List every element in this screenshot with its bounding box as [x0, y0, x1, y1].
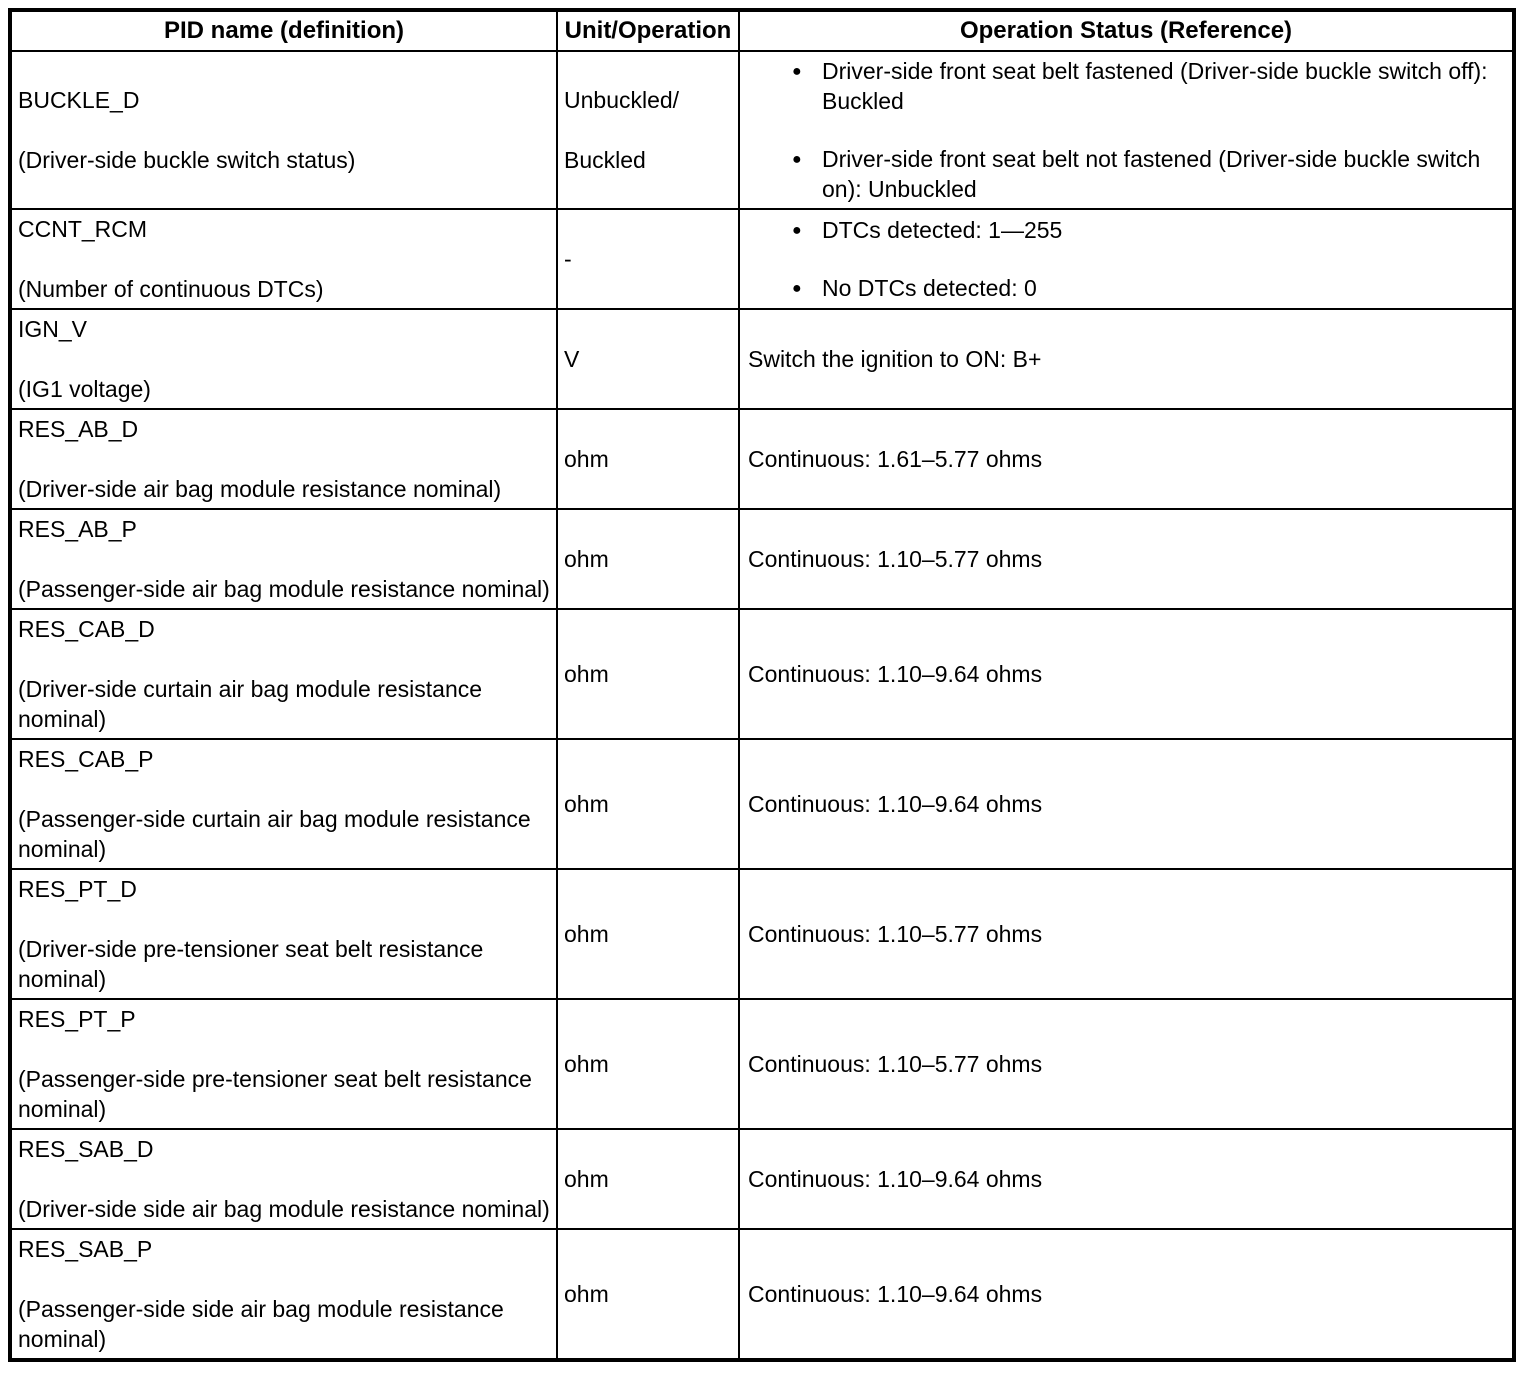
unit-cell — [557, 609, 739, 739]
pid-definition: (Passenger-side curtain air bag module resistance nominal) — [18, 806, 531, 862]
pid-name: RES_PT_D — [18, 876, 137, 902]
unit-value: - — [564, 246, 572, 272]
pid-name: RES_AB_P — [18, 516, 137, 542]
table-row — [10, 739, 1514, 869]
pid-definition: (Passenger-side pre-tensioner seat belt resistance nominal) — [18, 1066, 532, 1122]
pid-definition: (IG1 voltage) — [18, 376, 151, 402]
pid-table — [8, 8, 1516, 1362]
table-header-row — [10, 10, 1514, 51]
unit-value: ohm — [564, 1281, 609, 1307]
pid-definition: (Passenger-side air bag module resistance nominal) — [18, 576, 550, 602]
unit-cell — [557, 739, 739, 869]
table-row — [10, 609, 1514, 739]
status-cell — [739, 1229, 1514, 1360]
table-row — [10, 209, 1514, 309]
unit-value: Unbuckled/ — [564, 87, 680, 113]
pid-cell — [10, 1129, 557, 1229]
status-cell — [739, 999, 1514, 1129]
pid-cell — [10, 509, 557, 609]
unit-value: ohm — [564, 1051, 609, 1077]
header-pid-name: PID name (definition) — [10, 10, 557, 51]
unit-cell — [557, 309, 739, 409]
pid-cell — [10, 309, 557, 409]
status-text: Continuous: 1.61–5.77 ohms — [748, 446, 1043, 472]
pid-name: RES_SAB_P — [18, 1236, 153, 1262]
status-cell — [739, 869, 1514, 999]
unit-cell — [557, 51, 739, 209]
status-cell — [739, 739, 1514, 869]
pid-cell — [10, 51, 557, 209]
pid-definition: (Driver-side side air bag module resistance nominal) — [18, 1196, 550, 1222]
unit-cell — [557, 869, 739, 999]
header-unit-operation: Unit/Operation — [557, 10, 739, 51]
unit-cell — [557, 409, 739, 509]
status-text: Continuous: 1.10–5.77 ohms — [748, 1051, 1043, 1077]
status-cell — [739, 209, 1514, 309]
pid-name: CCNT_RCM — [18, 216, 148, 242]
status-text: Continuous: 1.10–9.64 ohms — [748, 661, 1043, 687]
unit-gap — [564, 115, 732, 145]
status-bullet: ● Driver-side front seat belt fastened (Driver-side buckle switch off): Buckled — [746, 56, 1506, 116]
status-text: Continuous: 1.10–9.64 ohms — [748, 1281, 1043, 1307]
pid-name: RES_PT_P — [18, 1006, 136, 1032]
status-cell — [739, 609, 1514, 739]
pid-cell — [10, 1229, 557, 1360]
status-bullet: ● No DTCs detected: 0 — [746, 273, 1506, 303]
unit-cell — [557, 209, 739, 309]
table-row — [10, 509, 1514, 609]
unit-cell — [557, 1129, 739, 1229]
status-cell — [739, 509, 1514, 609]
pid-cell — [10, 209, 557, 309]
table-row — [10, 1129, 1514, 1229]
pid-name: RES_CAB_D — [18, 616, 155, 642]
pid-cell — [10, 869, 557, 999]
pid-cell — [10, 409, 557, 509]
table-row — [10, 409, 1514, 509]
pid-name: RES_AB_D — [18, 416, 139, 442]
status-cell — [739, 409, 1514, 509]
status-text: Switch the ignition to ON: B+ — [748, 346, 1042, 372]
pid-definition: (Passenger-side side air bag module resistance nominal) — [18, 1296, 504, 1352]
status-bullet: ● Driver-side front seat belt not fastened (Driver-side buckle switch on): Unbuckled — [746, 144, 1506, 204]
table-row — [10, 309, 1514, 409]
status-text: Continuous: 1.10–9.64 ohms — [748, 791, 1043, 817]
pid-cell — [10, 739, 557, 869]
table-row — [10, 51, 1514, 209]
status-bullet-list — [746, 56, 1506, 204]
pid-name: RES_CAB_P — [18, 746, 154, 772]
unit-value: ohm — [564, 446, 609, 472]
status-cell — [739, 1129, 1514, 1229]
unit-value: Buckled — [564, 147, 646, 173]
status-cell — [739, 309, 1514, 409]
status-text: Continuous: 1.10–5.77 ohms — [748, 921, 1043, 947]
status-cell — [739, 51, 1514, 209]
unit-cell — [557, 999, 739, 1129]
table-row — [10, 999, 1514, 1129]
status-text: Continuous: 1.10–9.64 ohms — [748, 1166, 1043, 1192]
pid-name: IGN_V — [18, 316, 88, 342]
status-bullet-list — [746, 215, 1506, 303]
unit-value: ohm — [564, 921, 609, 947]
table-row — [10, 869, 1514, 999]
status-text: Continuous: 1.10–5.77 ohms — [748, 546, 1043, 572]
pid-cell — [10, 999, 557, 1129]
header-operation-status: Operation Status (Reference) — [739, 10, 1514, 51]
unit-cell — [557, 509, 739, 609]
unit-value: ohm — [564, 1166, 609, 1192]
pid-definition: (Driver-side air bag module resistance nominal) — [18, 476, 502, 502]
pid-definition: (Number of continuous DTCs) — [18, 276, 324, 302]
pid-name: RES_SAB_D — [18, 1136, 154, 1162]
unit-cell — [557, 1229, 739, 1360]
pid-name: BUCKLE_D — [18, 87, 140, 113]
unit-value: ohm — [564, 546, 609, 572]
table-row — [10, 1229, 1514, 1360]
pid-definition: (Driver-side curtain air bag module resistance nominal) — [18, 676, 483, 732]
pid-definition: (Driver-side pre-tensioner seat belt resistance nominal) — [18, 936, 484, 992]
unit-value: V — [564, 346, 580, 372]
unit-value: ohm — [564, 791, 609, 817]
pid-definition: (Driver-side buckle switch status) — [18, 147, 356, 173]
unit-value: ohm — [564, 661, 609, 687]
status-bullet: ● DTCs detected: 1—255 — [746, 215, 1506, 245]
pid-cell — [10, 609, 557, 739]
